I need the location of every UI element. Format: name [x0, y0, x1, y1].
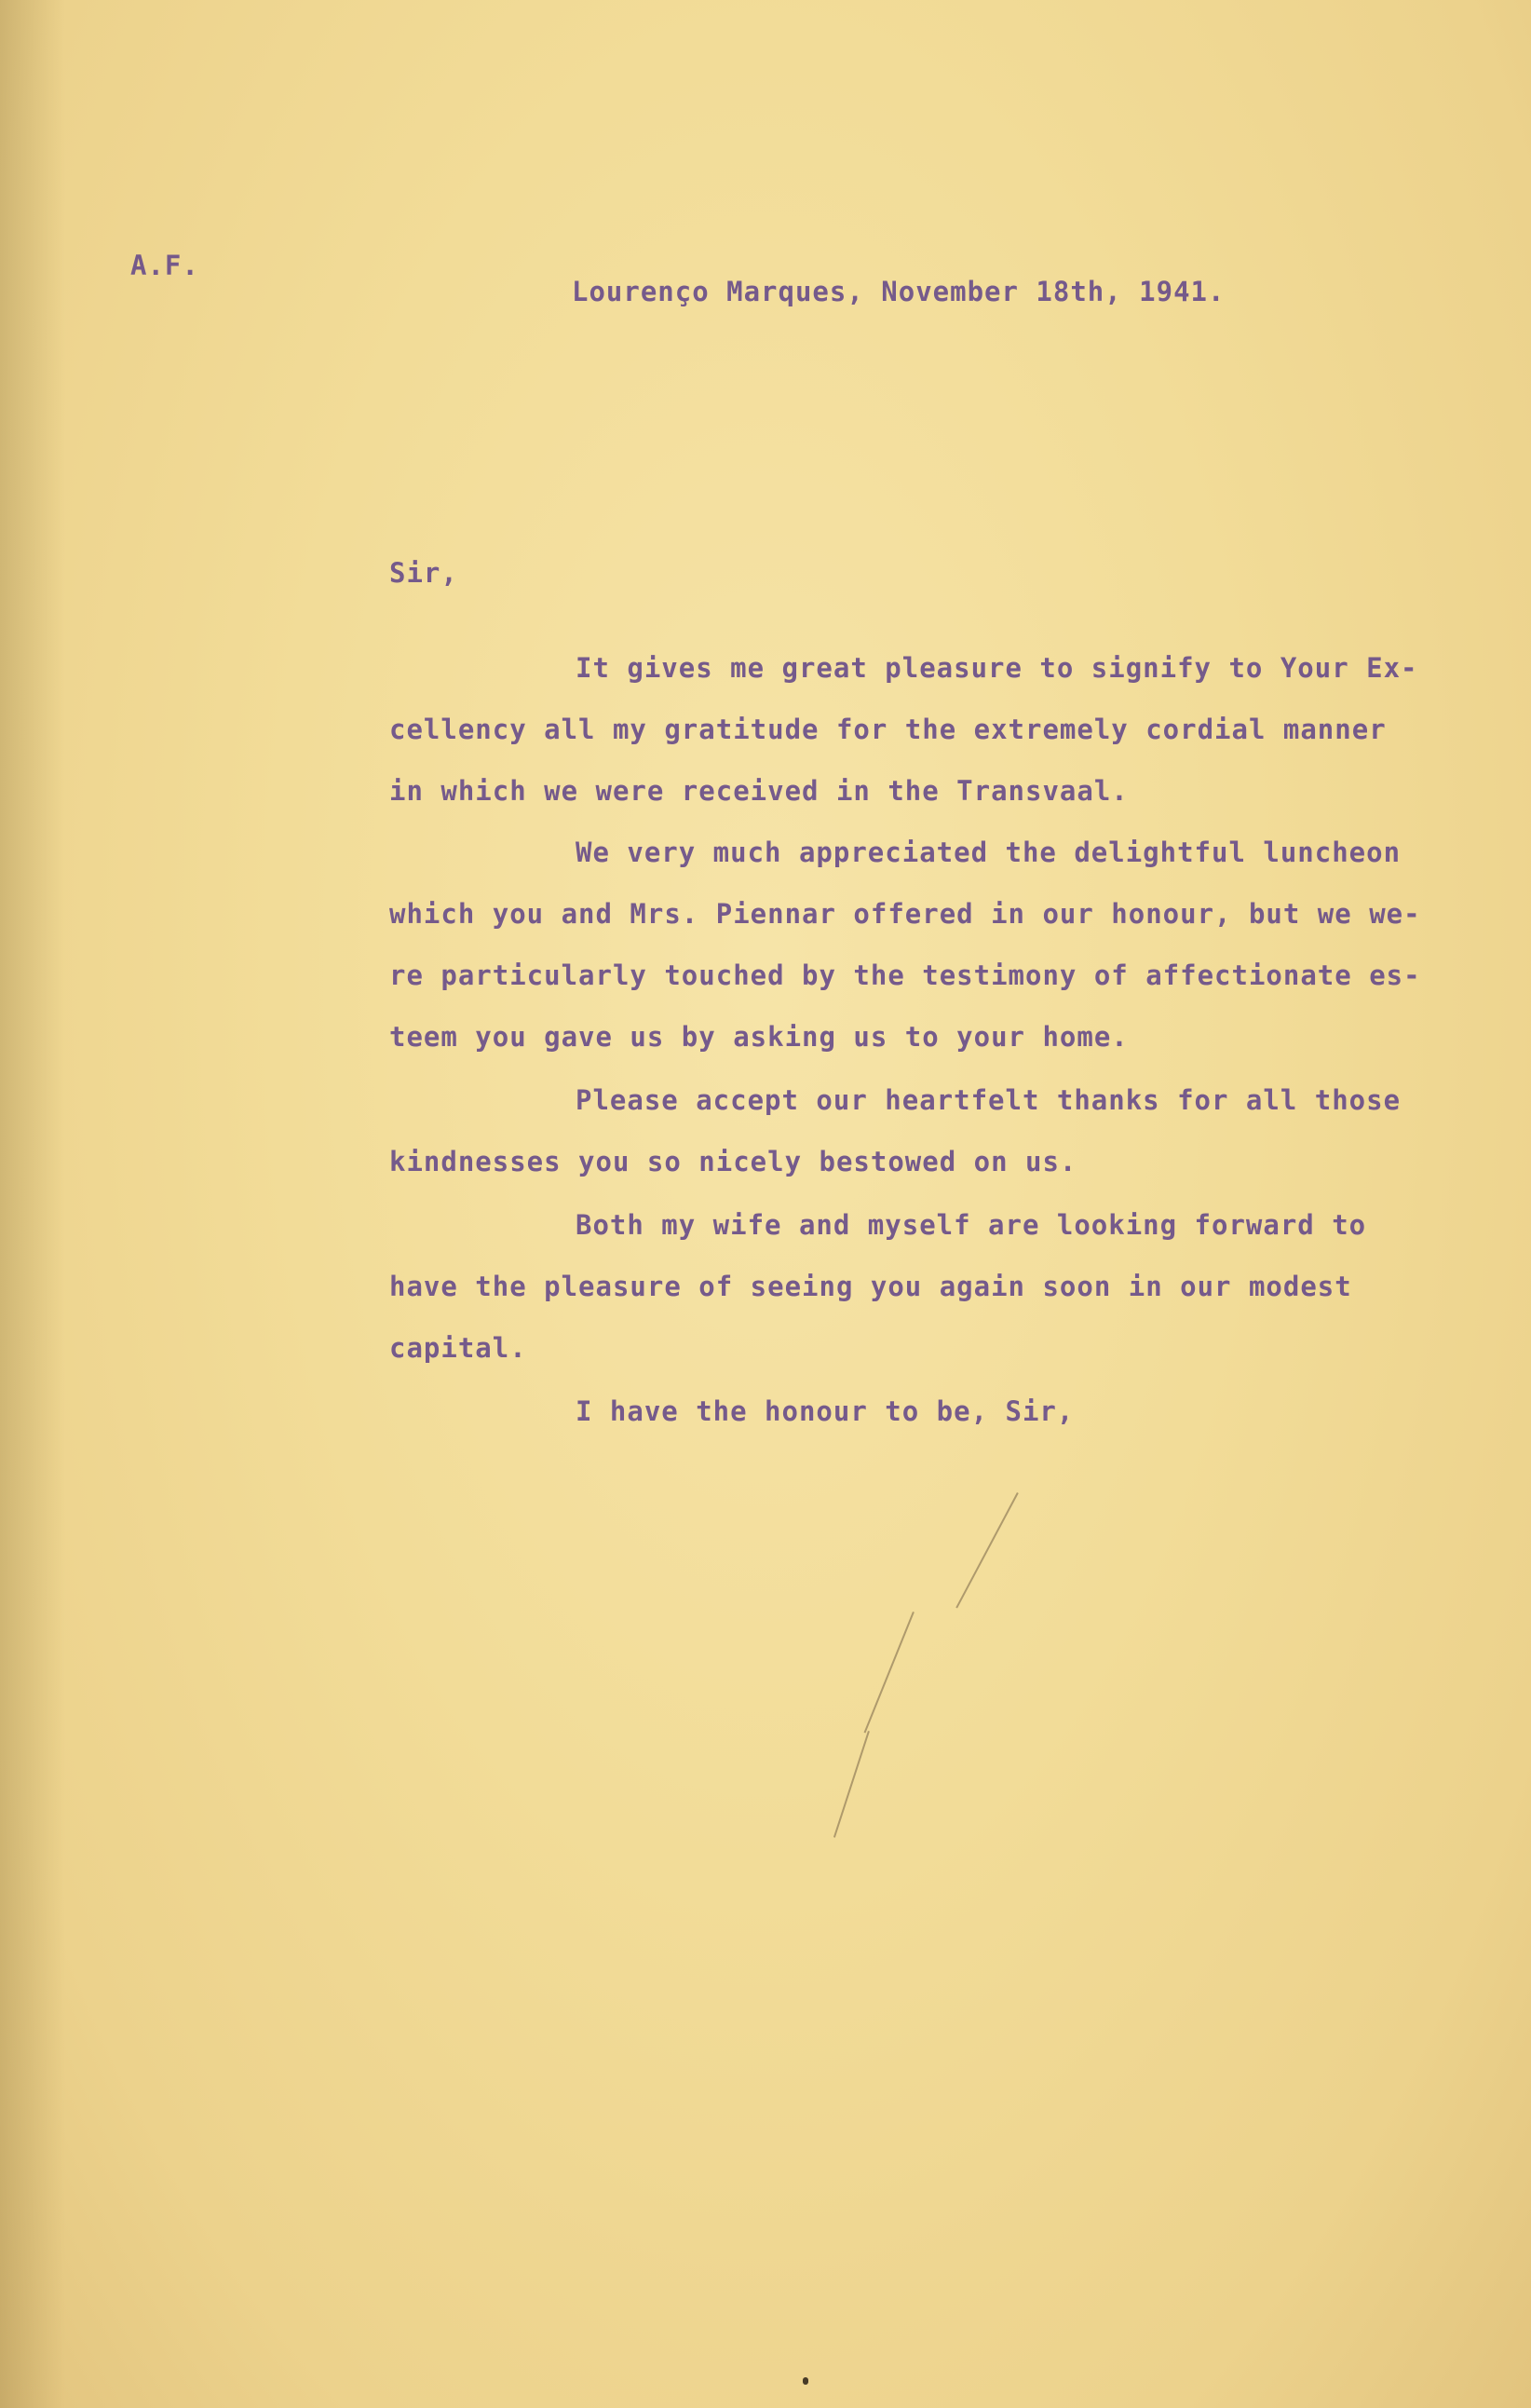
salutation: Sir, [389, 557, 458, 589]
pencil-mark [955, 1492, 1018, 1609]
body-line-3: in which we were received in the Transvaal. [389, 775, 1129, 807]
pencil-mark [864, 1612, 915, 1734]
body-line-9: kindnesses you so nicely bestowed on us. [389, 1146, 1077, 1177]
body-line-1: It gives me great pleasure to signify to Your Ex- [576, 652, 1418, 684]
dateline: Lourenço Marques, November 18th, 1941. [572, 276, 1226, 307]
body-line-10: Both my wife and myself are looking forward to [576, 1209, 1367, 1241]
pencil-mark [833, 1731, 870, 1838]
body-line-6: re particularly touched by the testimony of affectionate es- [389, 959, 1421, 991]
body-line-4: We very much appreciated the delightful luncheon [576, 837, 1402, 868]
body-line-12: capital. [389, 1332, 527, 1364]
closing-line: I have the honour to be, Sir, [576, 1395, 1075, 1427]
body-line-8: Please accept our heartfelt thanks for all those [576, 1084, 1402, 1116]
ink-dot [803, 2377, 808, 2385]
body-line-5: which you and Mrs. Piennar offered in our honour, but we we- [389, 898, 1421, 930]
page-edge-shadow [0, 0, 65, 2408]
body-line-2: cellency all my gratitude for the extremely cordial manner [389, 714, 1387, 745]
body-line-7: teem you gave us by asking us to your home. [389, 1021, 1129, 1053]
reference-initials: A.F. [130, 250, 199, 281]
body-line-11: have the pleasure of seeing you again soon in our modest [389, 1271, 1352, 1302]
